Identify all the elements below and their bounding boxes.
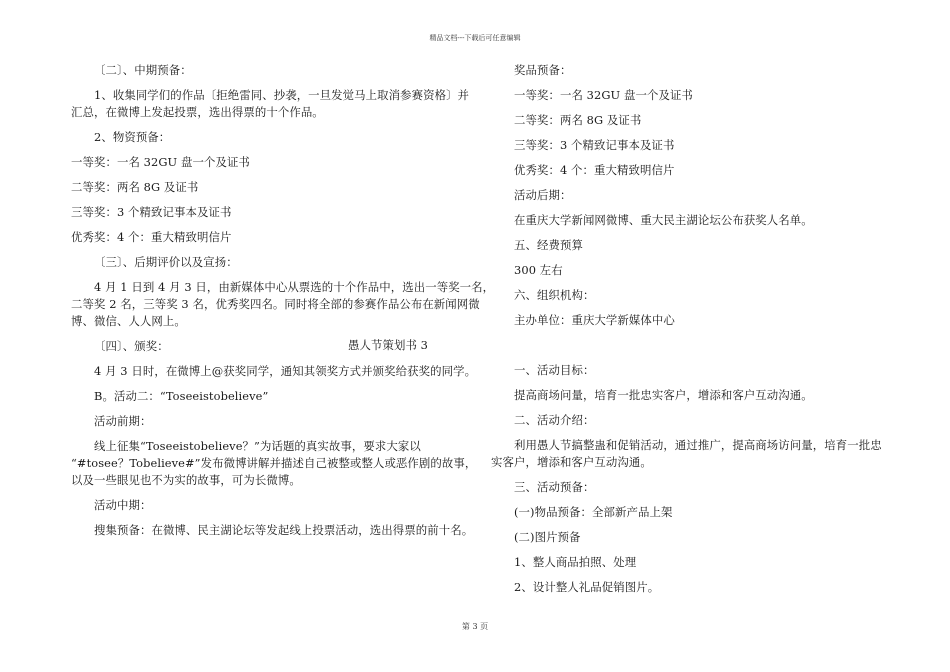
paragraph-line: 在重庆大学新闻网微博、重大民主湖论坛公布获奖人名单。 — [514, 213, 813, 227]
section-goal: 一、活动目标： — [514, 363, 595, 377]
prize-line: 优秀奖：4 个：重大精致明信片 — [514, 163, 675, 177]
prize-line: 一等奖：一名 32GU 盘一个及证书 — [514, 88, 693, 102]
prize-line: 三等奖：3 个精致记事本及证书 — [514, 138, 675, 152]
page-header: 精品文档---下载后可任意编辑 — [429, 34, 521, 42]
paragraph-line: 汇总，在微博上发起投票，选出得票的十个作品。 — [71, 105, 324, 119]
right-column — [348, 62, 891, 604]
section-organization: 六、组织机构： — [514, 288, 595, 302]
paragraph-line: 主办单位：重庆大学新媒体中心 — [514, 313, 675, 327]
prize-line: 二等奖：两名 8G 及证书 — [71, 180, 199, 194]
prize-line: 三等奖：3 个精致记事本及证书 — [71, 205, 232, 219]
paragraph-line: 利用愚人节搞整蛊和促销活动，通过推广，提高商场访问量，培育一批忠 — [514, 438, 882, 452]
paragraph-line: 活动前期： — [94, 414, 152, 428]
paragraph-line: 线上征集“Toseeistobelieve？”为话题的真实故事，要求大家以 — [94, 439, 421, 453]
paragraph-line: “#tosee？Tobelieve#”发布微博讲解并描述自己被整或整人或恶作剧的故事， — [71, 456, 477, 470]
paragraph-line: 二等奖 2 名，三等奖 3 名，优秀奖四名。同时将全部的参赛作品公布在新闻网微 — [71, 297, 480, 311]
paragraph-line: 300 左右 — [514, 263, 563, 277]
paragraph-line: 2、设计整人礼品促销图片。 — [514, 580, 660, 594]
paragraph-line: 4 月 3 日时，在微博上@获奖同学，通知其领奖方式并颁奖给获奖的同学。 — [94, 364, 477, 378]
paragraph-line: (二)图片预备 — [514, 530, 581, 544]
page-number: 第 3 页 — [461, 622, 489, 631]
prize-line: 优秀奖：4 个：重大精致明信片 — [71, 230, 232, 244]
paragraph-line: 实客户，增添和客户互动沟通。 — [491, 455, 652, 469]
section-post-eval: 〔三〕、后期评价以及宣扬： — [94, 255, 238, 269]
paragraph-line: 奖品预备： — [514, 63, 572, 77]
prize-line: 一等奖：一名 32GU 盘一个及证书 — [71, 155, 250, 169]
paragraph-line: 博、微信、人人网上。 — [71, 314, 186, 328]
paragraph-line: 活动后期： — [514, 188, 572, 202]
section-mid-prep: 〔二〕、中期预备： — [94, 63, 192, 77]
paragraph-line: 1、整人商品拍照、处理 — [514, 555, 637, 569]
section-activity-two: B。活动二：“Toseeistobelieve” — [94, 389, 269, 403]
paragraph-line: 搜集预备：在微博、民主湖论坛等发起线上投票活动，选出得票的前十名。 — [94, 523, 474, 537]
paragraph-line: 提高商场问量，培育一批忠实客户，增添和客户互动沟通。 — [514, 388, 813, 402]
paragraph-line: 活动中期： — [94, 498, 152, 512]
paragraph-line: 以及一些眼见也不为实的故事，可为长微博。 — [71, 473, 301, 487]
paragraph-line: (一)物品预备：全部新产品上架 — [514, 505, 673, 519]
paragraph-line: 1、收集同学们的作品〔拒绝雷同、抄袭，一旦发觉马上取消参赛资格〕并 — [94, 88, 470, 102]
paragraph-line: 4 月 1 日到 4 月 3 日，由新媒体中心从票选的十个作品中，选出一等奖一名， — [94, 280, 495, 294]
section-award: 〔四〕、颁奖： — [94, 339, 169, 353]
section-prep: 三、活动预备： — [514, 480, 595, 494]
left-column — [71, 62, 495, 547]
section-intro: 二、活动介绍： — [514, 413, 595, 427]
paragraph-line: 2、物资预备： — [94, 130, 171, 144]
prize-line: 二等奖：两名 8G 及证书 — [514, 113, 642, 127]
section-budget: 五、经费预算 — [514, 238, 583, 252]
document-title: 愚人节策划书 3 — [348, 338, 429, 352]
